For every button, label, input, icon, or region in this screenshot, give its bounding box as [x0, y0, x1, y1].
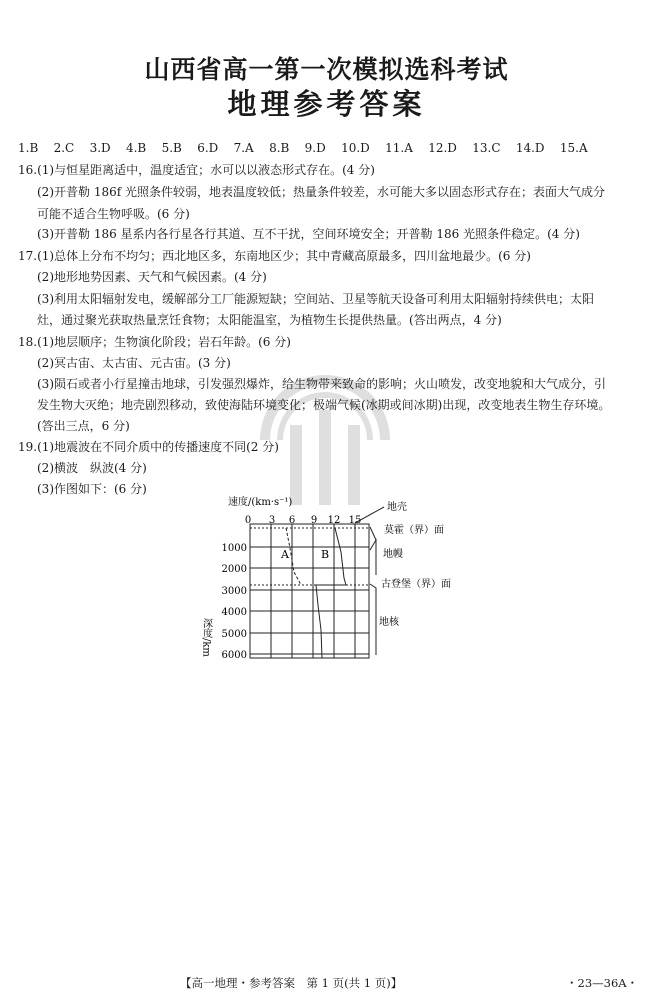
answer-item: 12.D — [428, 141, 457, 155]
y-tick-label: 3000 — [221, 586, 247, 597]
footer-code: ・23—36A・ — [566, 976, 639, 990]
answer-item: 15.A — [559, 141, 588, 155]
answer-line: 可能不适合生物呼吸。(6 分) — [37, 207, 190, 221]
answer-line: 17.(1)总体上分布不均匀；西北地区多，东南地区少；其中青藏高原最多，四川盆地最少。(6 分) — [18, 249, 531, 263]
answer-line: (2)横波 纵波(4 分) — [37, 461, 147, 475]
depth-axis-label: 深度/km — [200, 618, 212, 657]
answer-line: (2)冥古宙、太古宙、元古宙。(3 分) — [37, 356, 231, 370]
core-label: 地核 — [379, 617, 399, 628]
curve-a-label: A — [281, 548, 289, 561]
answer-item: 9.D — [304, 141, 326, 155]
diagram-grid — [250, 524, 369, 658]
x-tick-label: 12 — [327, 515, 341, 526]
page-subtitle: 地理参考答案 — [227, 87, 426, 121]
moho-label: 莫霍（界）面 — [384, 525, 444, 536]
page-title: 山西省高一第一次模拟选科考试 — [144, 55, 509, 84]
crust-label: 地壳 — [387, 502, 407, 513]
x-tick-label: 3 — [268, 515, 276, 526]
answer-line: (3)利用太阳辐射发电，缓解部分工厂能源短缺；空间站、卫星等航天设备可利用太阳辐射持续供电；太阳 — [37, 292, 595, 306]
answer-line: (答出三点，6 分) — [37, 419, 130, 433]
x-tick-label: 15 — [348, 515, 362, 526]
answer-line: 16.(1)与恒星距离适中，温度适宜；水可以以液态形式存在。(4 分) — [18, 163, 375, 177]
y-tick-label: 2000 — [221, 564, 247, 575]
y-tick-label: 1000 — [221, 543, 247, 554]
answer-line: 18.(1)地层顺序；生物演化阶段；岩石年龄。(6 分) — [18, 335, 291, 349]
answer-item: 4.B — [125, 141, 147, 155]
y-tick-label: 5000 — [221, 629, 247, 640]
speed-axis-label: 速度/(km·s⁻¹) — [228, 497, 293, 508]
answer-line: 灶，通过聚光获取热量烹饪食物；太阳能温室，为植物生长提供热量。(答出两点，4 分) — [37, 313, 502, 327]
mantle-label: 地幔 — [383, 549, 403, 560]
answer-item: 3.D — [89, 141, 111, 155]
answer-item: 5.B — [161, 141, 182, 155]
footer-page-info: 【高一地理・参考答案 第 1 页(共 1 页)】 — [180, 976, 403, 990]
watermark-logo — [250, 330, 400, 510]
answer-line: (3)作图如下：(6 分) — [37, 482, 147, 496]
answer-line: 发生物大灭绝；地壳剧烈移动，致使海陆环境变化；极端气候(冰期或间冰期)出现，改变地表生物生存环境。 — [37, 398, 611, 412]
x-tick-label: 9 — [310, 515, 318, 526]
answer-line: 19.(1)地震波在不同介质中的传播速度不同(2 分) — [18, 440, 279, 454]
answer-line: (2)地形地势因素、天气和气候因素。(4 分) — [37, 270, 267, 284]
x-tick-label: 0 — [244, 515, 252, 526]
answer-item: 10.D — [341, 141, 370, 155]
answer-item: 14.D — [515, 141, 545, 155]
y-tick-label: 6000 — [221, 650, 247, 661]
answer-item: 6.D — [197, 141, 219, 155]
x-tick-label: 6 — [288, 515, 296, 526]
answer-line: (3)开普勒 186 星系内各行星各行其道、互不干扰，空间环境安全；开普勒 186 光照条件稳定。(4 分) — [37, 227, 580, 241]
answer-item: 8.B — [269, 141, 290, 155]
multiple-choice-answers — [18, 141, 599, 155]
curve-b-label: B — [321, 548, 330, 561]
answer-item: 7.A — [233, 141, 254, 155]
answer-item: 11.A — [385, 141, 413, 155]
gutenberg-label: 古登堡（界）面 — [381, 579, 451, 590]
seismic-wave-diagram — [0, 490, 653, 670]
answer-item: 13.C — [472, 141, 501, 155]
layer-bracket — [370, 527, 376, 655]
answer-line: (3)陨石或者小行星撞击地球，引发强烈爆炸，给生物带来致命的影响；火山喷发，改变地貌和大气成分，引 — [37, 377, 607, 391]
answer-item: 1.B — [18, 141, 39, 155]
y-tick-label: 4000 — [221, 607, 247, 618]
answer-line: (2)开普勒 186f 光照条件较弱，地表温度较低；热量条件较差，水可能大多以固态形式存在；表面大气成分 — [37, 185, 605, 199]
answer-item: 2.C — [53, 141, 75, 155]
